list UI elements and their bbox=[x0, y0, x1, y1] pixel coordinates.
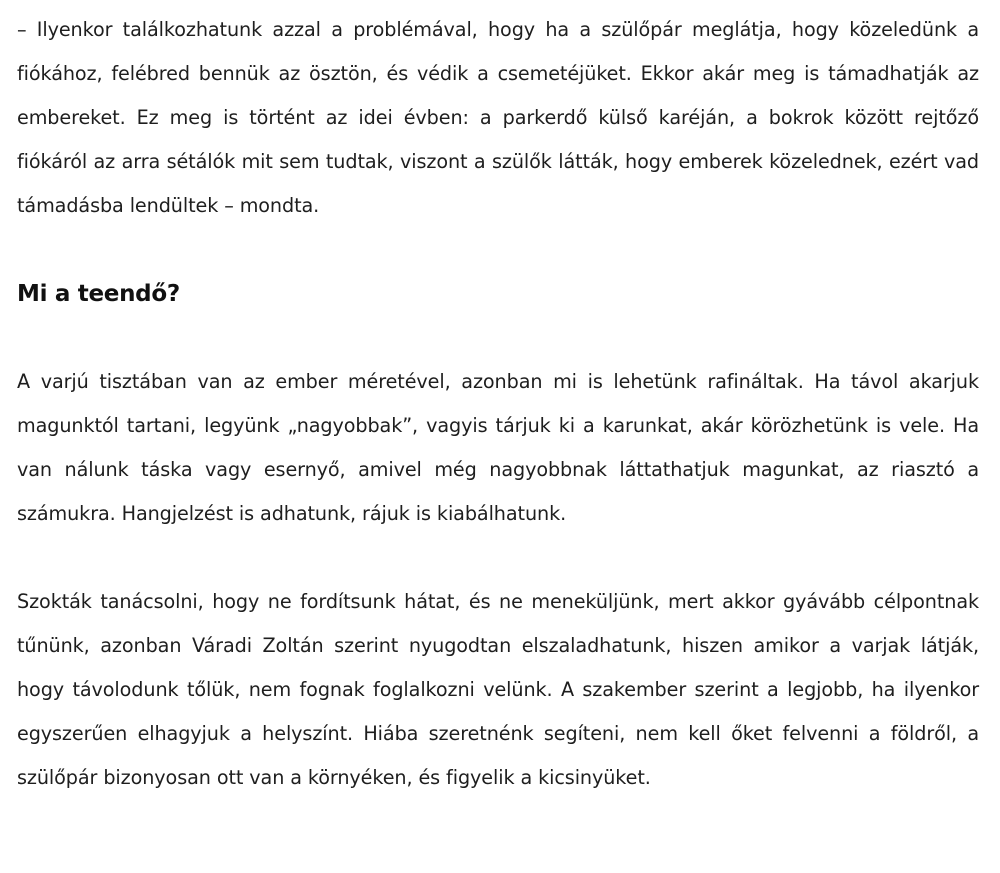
article-paragraph: – Ilyenkor találkozhatunk azzal a problémával, hogy ha a szülőpár meglátja, hogy közeledünk a fiókához, felébred bennük az ösztön, és védik a csemetéjüket. Ekkor akár meg is támadhatják az embereket. Ez meg is történt az idei évben: a parkerdő külső karéján, a bokrok között rejtőző fiókáról az arra sétálók mit sem tudtak, viszont a szülők látták, hogy emberek közelednek, ezért vad támadásba lendültek – mondta. bbox=[17, 18, 979, 217]
section-heading: Mi a teendő? bbox=[17, 281, 180, 307]
article-body bbox=[17, 8, 979, 800]
article-paragraph: Szokták tanácsolni, hogy ne fordítsunk hátat, és ne meneküljünk, mert akkor gyávább célpontnak tűnünk, azonban Váradi Zoltán szerint nyugodtan elszaladhatunk, hiszen amikor a varjak látják, hogy távolodunk tőlük, nem fognak foglalkozni velünk. A szakember szerint a legjobb, ha ilyenkor egyszerűen elhagyjuk a helyszínt. Hiába szeretnénk segíteni, nem kell őket felvenni a földről, a szülőpár bizonyosan ott van a környéken, és figyelik a kicsinyüket. bbox=[17, 590, 979, 789]
article-paragraph: A varjú tisztában van az ember méretével, azonban mi is lehetünk rafináltak. Ha távol akarjuk magunktól tartani, legyünk „nagyobbak”, vagyis tárjuk ki a karunkat, akár körözhetünk is vele. Ha van nálunk táska vagy esernyő, amivel még nagyobbnak láttathatjuk magunkat, az riasztó a számukra. Hangjelzést is adhatunk, rájuk is kiabálhatunk. bbox=[17, 370, 979, 525]
